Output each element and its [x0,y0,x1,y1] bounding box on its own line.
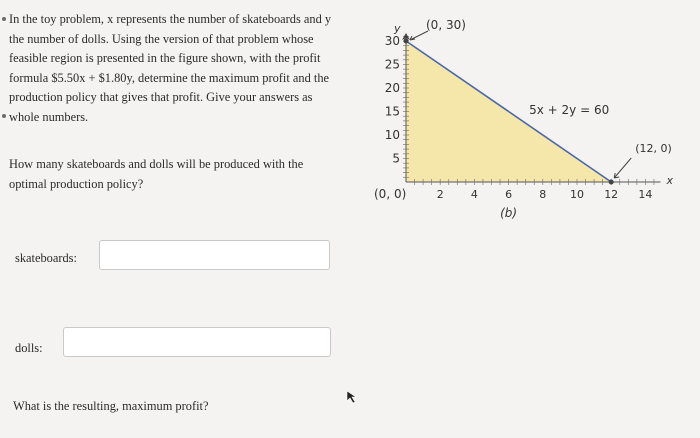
feasible-region-chart [345,0,700,235]
y-axis-label: y [394,22,401,35]
y-tick-label: 20 [384,81,400,95]
dolls-label: dolls: [15,341,43,355]
skateboards-input[interactable] [99,240,330,270]
x-axis-label: x [666,174,674,187]
y-tick-label: 15 [384,104,400,119]
mouse-cursor-icon [346,390,358,404]
x-tick-label: 10 [570,188,584,201]
x-tick-label: 2 [436,188,444,201]
dolls-input[interactable] [63,327,331,357]
y-tick-label: 25 [384,57,400,72]
annotation-0-30: (0, 30) [426,18,466,32]
x-tick-label: 4 [470,188,478,201]
y-tick-labels [385,34,400,166]
y-tick-label: 5 [392,151,400,166]
chart-caption: (b) [500,206,518,220]
question-production: How many skateboards and dolls will be produced with the optimal production policy? [9,157,304,191]
x-tick-label: 12 [604,188,619,201]
x-tick-labels [437,188,653,201]
question-max-profit: What is the resulting, maximum profit? [13,399,209,413]
y-tick-label: 30 [384,34,400,48]
annotation-12-0: (12, 0) [635,142,672,155]
bullet-icon [2,114,6,118]
vertex-point-0-30 [404,39,409,44]
skateboards-label: skateboards: [15,251,77,265]
x-tick-label: 14 [638,188,653,201]
problem-statement: In the toy problem, x represents the number of skateboards and y the number of dolls. Using the version of that problem whose feasible region is presented in the figure shown, with the profit formula $5.50x + $1.80y, determine the maximum profit and the production policy that gives that profit. Give your answers as whole numbers. [9,12,332,124]
constraint-label: 5x + 2y = 60 [529,102,610,117]
annotation-origin: (0, 0) [374,187,407,201]
y-tick-label: 10 [384,128,400,142]
x-tick-label: 8 [539,188,547,201]
annotation-arrow-0 [410,31,428,40]
vertex-point-12-0 [609,180,614,185]
x-tick-label: 6 [505,188,513,201]
annotation-arrow-1 [614,158,631,178]
bullet-icon [2,17,6,21]
